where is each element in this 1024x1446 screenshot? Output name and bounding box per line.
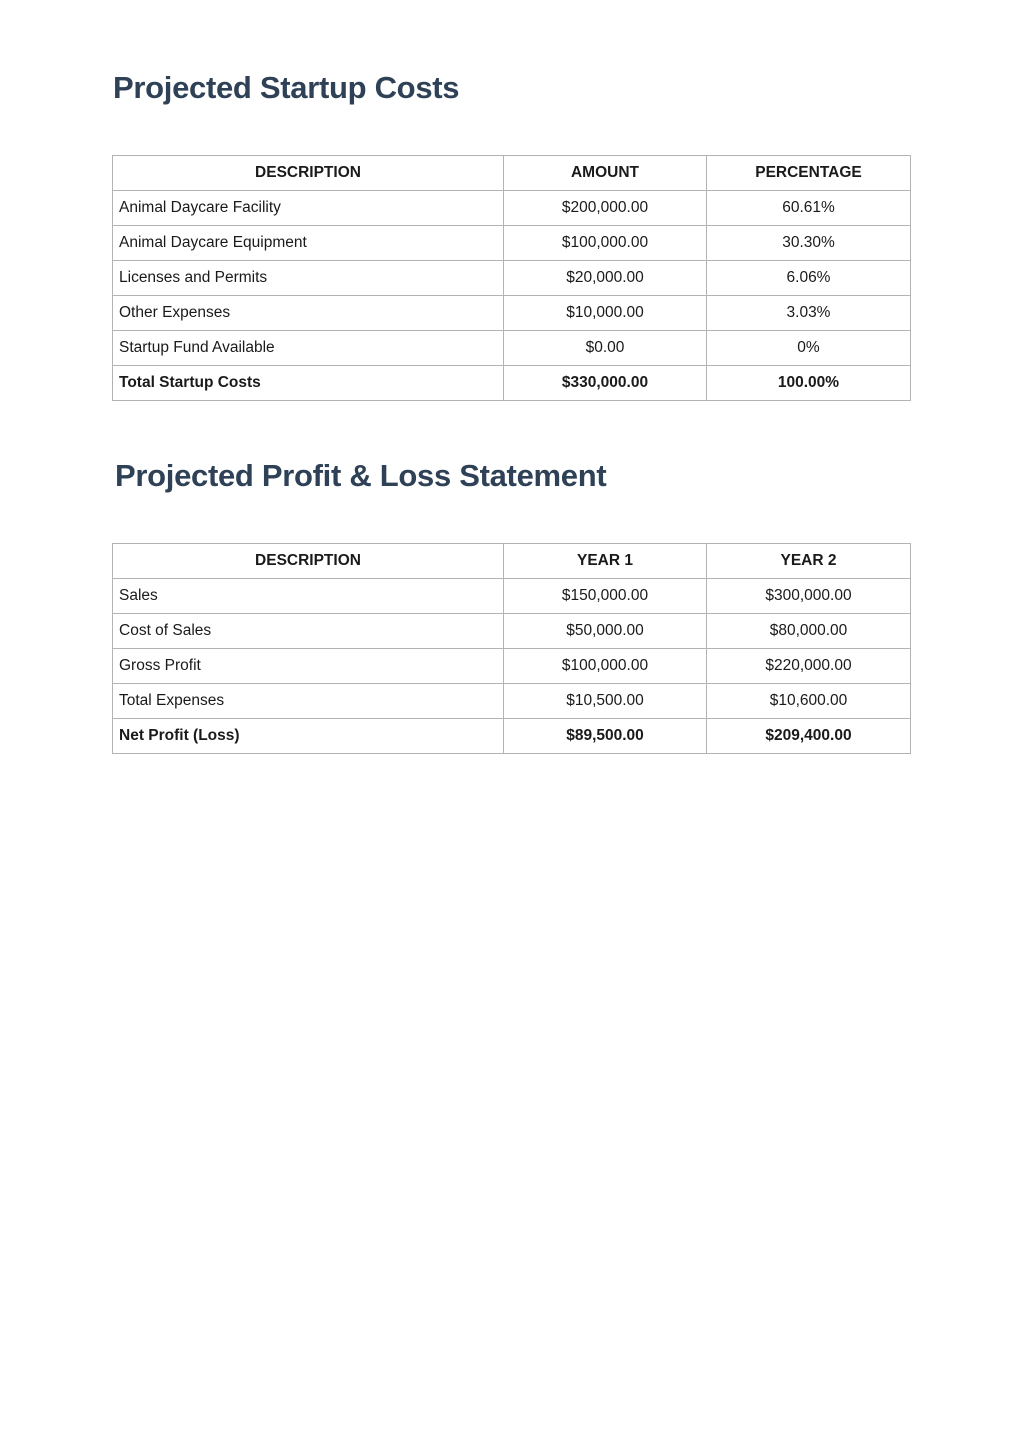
row-year-2: $10,600.00	[707, 684, 911, 719]
row-description: Other Expenses	[113, 296, 504, 331]
column-header-description: DESCRIPTION	[113, 544, 504, 579]
row-amount: $100,000.00	[504, 226, 707, 261]
table-row	[113, 226, 911, 261]
row-percentage: 30.30%	[707, 226, 911, 261]
row-description: Sales	[113, 579, 504, 614]
column-header-year-1: YEAR 1	[504, 544, 707, 579]
column-header-description: DESCRIPTION	[113, 156, 504, 191]
row-percentage: 60.61%	[707, 191, 911, 226]
profit-loss-table	[112, 543, 911, 754]
row-year-2: $220,000.00	[707, 649, 911, 684]
total-year-2: $209,400.00	[707, 719, 911, 754]
total-description: Net Profit (Loss)	[113, 719, 504, 754]
startup-costs-title: Projected Startup Costs	[113, 70, 460, 105]
table-row	[113, 261, 911, 296]
total-percentage: 100.00%	[707, 366, 911, 401]
row-year-1: $100,000.00	[504, 649, 707, 684]
table-header-row	[113, 156, 911, 191]
row-amount: $200,000.00	[504, 191, 707, 226]
total-row	[113, 719, 911, 754]
row-description: Startup Fund Available	[113, 331, 504, 366]
total-row	[113, 366, 911, 401]
profit-loss-title: Projected Profit & Loss Statement	[115, 458, 607, 493]
row-description: Licenses and Permits	[113, 261, 504, 296]
row-percentage: 0%	[707, 331, 911, 366]
row-description: Gross Profit	[113, 649, 504, 684]
table-row	[113, 191, 911, 226]
row-percentage: 6.06%	[707, 261, 911, 296]
table-row	[113, 649, 911, 684]
row-percentage: 3.03%	[707, 296, 911, 331]
row-description: Animal Daycare Facility	[113, 191, 504, 226]
row-description: Total Expenses	[113, 684, 504, 719]
column-header-percentage: PERCENTAGE	[707, 156, 911, 191]
table-row	[113, 614, 911, 649]
row-year-2: $80,000.00	[707, 614, 911, 649]
row-description: Animal Daycare Equipment	[113, 226, 504, 261]
row-year-2: $300,000.00	[707, 579, 911, 614]
row-amount: $10,000.00	[504, 296, 707, 331]
row-year-1: $50,000.00	[504, 614, 707, 649]
row-year-1: $10,500.00	[504, 684, 707, 719]
total-amount: $330,000.00	[504, 366, 707, 401]
total-year-1: $89,500.00	[504, 719, 707, 754]
row-amount: $0.00	[504, 331, 707, 366]
row-description: Cost of Sales	[113, 614, 504, 649]
total-description: Total Startup Costs	[113, 366, 504, 401]
row-year-1: $150,000.00	[504, 579, 707, 614]
table-row	[113, 684, 911, 719]
table-row	[113, 331, 911, 366]
column-header-year-2: YEAR 2	[707, 544, 911, 579]
table-header-row	[113, 544, 911, 579]
table-row	[113, 296, 911, 331]
row-amount: $20,000.00	[504, 261, 707, 296]
column-header-amount: AMOUNT	[504, 156, 707, 191]
table-row	[113, 579, 911, 614]
startup-costs-table	[112, 155, 911, 401]
